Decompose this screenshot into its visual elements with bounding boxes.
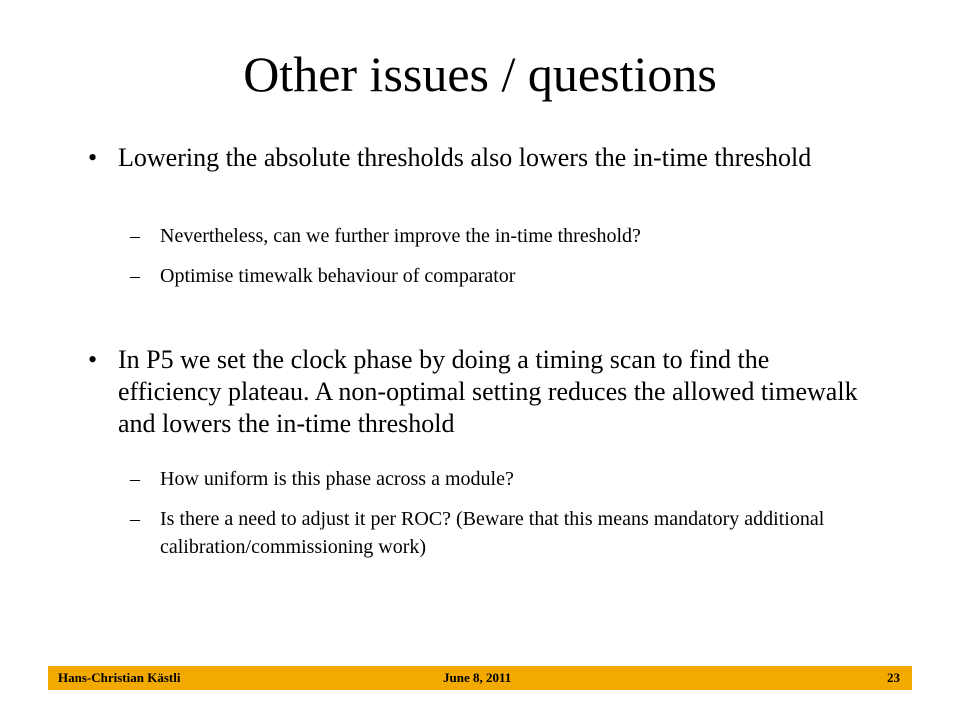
bullet-marker: • [88, 345, 98, 374]
sub-bullet-text: Optimise timewalk behaviour of comparator [160, 265, 516, 287]
slide-title: Other issues / questions [243, 46, 717, 102]
sub-bullet-item [130, 505, 850, 561]
sub-bullet-marker: – [130, 508, 140, 530]
footer-bar [48, 666, 912, 690]
bullet-item [88, 142, 878, 174]
sub-bullet-item [130, 262, 850, 290]
bullet-text: In P5 we set the clock phase by doing a timing scan to find the efficiency plateau. A non-optimal setting reduces the allowed timewalk and lowers the in-time threshold [118, 345, 858, 438]
sub-bullet-marker: – [130, 265, 140, 287]
bullet-text: Lowering the absolute thresholds also lowers the in-time threshold [118, 143, 812, 172]
sub-bullet-item [130, 465, 850, 493]
bullet-item [88, 344, 878, 440]
sub-bullet-text: Is there a need to adjust it per ROC? (Beware that this means mandatory additional calibration/commissioning work) [160, 508, 825, 558]
sub-bullet-item [130, 222, 850, 250]
bullet-marker: • [88, 143, 98, 172]
footer-author: Hans-Christian Kästli [58, 670, 181, 685]
sub-bullet-text: How uniform is this phase across a module? [160, 468, 514, 490]
sub-bullet-marker: – [130, 225, 140, 247]
footer-date: June 8, 2011 [443, 670, 512, 685]
sub-bullet-text: Nevertheless, can we further improve the in-time threshold? [160, 225, 641, 247]
footer-page-number: 23 [887, 670, 900, 685]
sub-bullet-marker: – [130, 468, 140, 490]
